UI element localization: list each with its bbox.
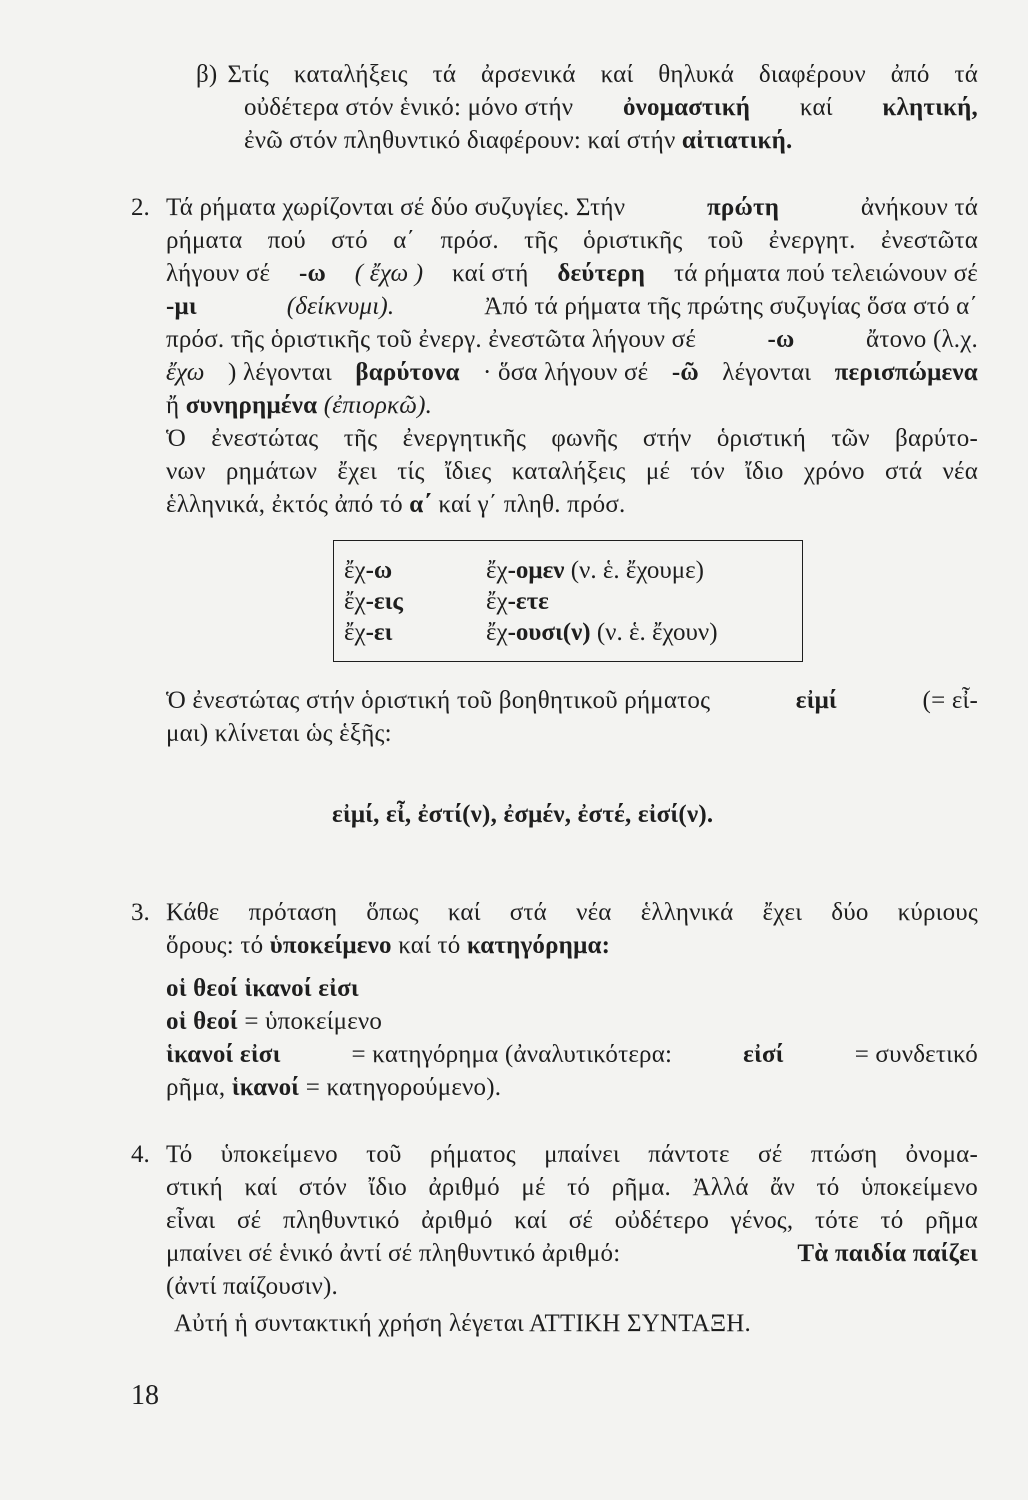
section-b-label: β) [196, 61, 218, 88]
section-b-line-2: οὐδέτερα στόν ἑνικό: μόνο στήν ὀνομαστική καί κλητική, [244, 94, 978, 121]
conj-sg-2: ἔχ-εις [344, 588, 403, 615]
page-number: 18 [131, 1380, 159, 1411]
conj-pl-1: ἔχ-ομεν (ν. ἑ. ἔχουμε) [486, 557, 704, 584]
section-4-number: 4. [131, 1141, 150, 1168]
eimi-forms: εἰμί, εἶ, ἐστί(ν), ἐσμέν, ἐστέ, εἰσί(ν). [332, 801, 714, 828]
section-2-number: 2. [131, 194, 150, 221]
conj-sg-3: ἔχ-ει [344, 619, 393, 646]
conj-pl-3: ἔχ-ουσι(ν) (ν. ἑ. ἔχουν) [486, 619, 718, 646]
section-3-number: 3. [131, 899, 150, 926]
eimi-paragraph: Ὁ ἐνεστώτας στήν ὁριστική τοῦ βοηθητικοῦ ρήματος εἰμί (= εἶ- μαι) κλίνεται ὡς ἑξῆς: [166, 687, 978, 747]
section-3: Κάθε πρόταση ὅπως καί στά νέα ἑλληνικά ἔχει δύο κύριους ὅρους: τό ὑποκείμενο καί τό κατηγόρημα: οἱ θεοί ἱκανοί εἰσι οἱ θεοί = ὑποκείμενο ἱκανοί εἰσι = κατηγόρημα (ἀναλυτικότερα: εἰσί = συνδετικό ρῆμα, ἱκανοί = κατηγορούμενο). [166, 899, 978, 1101]
section-b [196, 58, 978, 157]
section-2: Τά ρήματα χωρίζονται σέ δύο συζυγίες. Στήν πρώτη ἀνήκουν τά ρήματα πού στό α΄ πρόσ. τῆς ὁριστικῆς τοῦ ἐνεργητ. ἐνεστῶτα λήγουν σέ -ω ( ἔχω ) καί στή δεύτερη τά ρήματα πού τελειώνουν σέ -μι (δείκνυμι). Ἀπό τά ρήματα τῆς πρώτης συζυγίας ὅσα στό α΄ πρόσ. τῆς ὁριστικῆς τοῦ ἐνεργ. ἐνεστῶτα λήγουν σέ -ω ἄτονο (λ.χ. ἔχω ) λέγονται βαρύτονα · ὅσα λήγουν σέ -ῶ λέγονται περισπώμενα ἤ συνηρημένα (ἐπιορκῶ). Ὁ ἐνεστώτας τῆς ἐνεργητικῆς φωνῆς στήν ὁριστική τῶν βαρύτο- νων ρημάτων ἔχει τίς ἴδιες καταλήξεις μέ τόν ἴδιο χρόνο στά νέα ἑλληνικά, ἐκτός ἀπό τό α΄ καί γ΄ πληθ. πρόσ. [166, 194, 978, 518]
section-4: Τό ὑποκείμενο τοῦ ρήματος μπαίνει πάντοτε σέ πτώση ὀνομα- στική καί στόν ἴδιο ἀριθμό μέ τό ρῆμα. Ἀλλά ἄν τό ὑποκείμενο εἶναι σέ πληθυντικό ἀριθμό καί σέ οὐδέτερο γένος, τότε τό ρῆμα μπαίνει σέ ἑνικό ἀντί σέ πληθυντικό ἀριθμό: Τὰ παιδία παίζει (ἀντί παίζουσιν). Αὐτή ἡ συντακτική χρήση λέγεται ΑΤΤΙΚΗ ΣΥΝΤΑΞΗ. [166, 1141, 978, 1337]
section-b-line-3: ἐνῶ στόν πληθυντικό διαφέρουν: καί στήν αἰτιατική. [244, 127, 793, 154]
section-b-line-1: β) Στίς καταλήξεις τά ἀρσενικά καί θηλυκά διαφέρουν ἀπό τά [196, 58, 978, 91]
conjugation-table [333, 540, 803, 662]
conj-pl-2: ἔχ-ετε [486, 588, 549, 615]
conj-sg-1: ἔχ-ω [344, 557, 393, 584]
